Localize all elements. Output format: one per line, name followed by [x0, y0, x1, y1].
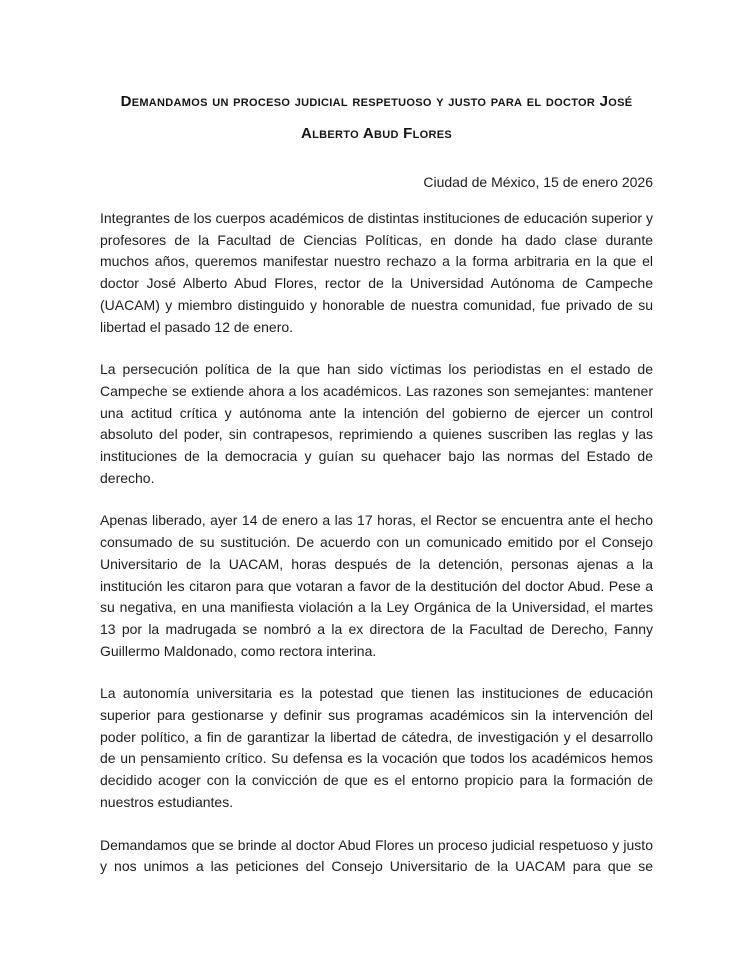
paragraph-1: Integrantes de los cuerpos académicos de distintas instituciones de educación superior y profesores de la Facultad de Ciencias Políticas, en donde ha dado clase durante muchos años, queremos manifestar nuestro rechazo a la forma arbitraria en la que el doctor José Alberto Abud Flores, rector de la Universidad Autónoma de Campeche (UACAM) y miembro distinguido y honorable de nuestra comunidad, fue privado de su libertad el pasado 12 de enero. — [100, 210, 653, 335]
document-title — [100, 86, 653, 150]
paragraph-3: Apenas liberado, ayer 14 de enero a las 17 horas, el Rector se encuentra ante el hecho consumado de su sustitución. De acuerdo con un comunicado emitido por el Consejo Universitario de la UACAM, horas después de la detención, personas ajenas a la institución les citaron para que votaran a favor de la destitución del doctor Abud. Pese a su negativa, en una manifiesta violación a la Ley Orgánica de la Universidad, el martes 13 por la madrugada se nombró a la ex directora de la Facultad de Derecho, Fanny Guillermo Maldonado, como rectora interina. — [100, 512, 653, 659]
dateline: Ciudad de México, 15 de enero 2026 — [423, 174, 653, 190]
document-title-line-2: Alberto Abud Flores — [300, 125, 453, 142]
paragraph-5: Demandamos que se brinde al doctor Abud Flores un proceso judicial respetuoso y justo y nos unimos a las peticiones del Consejo Universitario de la UACAM para que se — [100, 836, 653, 875]
paragraph-2: La persecución política de la que han sido víctimas los periodistas en el estado de Campeche se extiende ahora a los académicos. Las razones son semejantes: mantener una actitud crítica y autónoma ante la intención del gobierno de ejercer un control absoluto del poder, sin contrapesos, reprimiendo a quienes suscriben las reglas y las instituciones de la democracia y guían su quehacer bajo las normas del Estado de derecho. — [100, 361, 653, 486]
paragraph-4: La autonomía universitaria es la potestad que tienen las instituciones de educación superior para gestionarse y definir sus programas académicos sin la intervención del poder político, a fin de garantizar la libertad de cátedra, de investigación y el desarrollo de un pensamiento crítico. Su defensa es la vocación que todos los académicos hemos decidido acoger con la convicción de que es el entorno propicio para la formación de nuestros estudiantes. — [100, 685, 653, 810]
document-body — [100, 208, 653, 878]
document-title-line-1: Demandamos un proceso judicial respetuoso y justo para el doctor José — [120, 93, 633, 110]
